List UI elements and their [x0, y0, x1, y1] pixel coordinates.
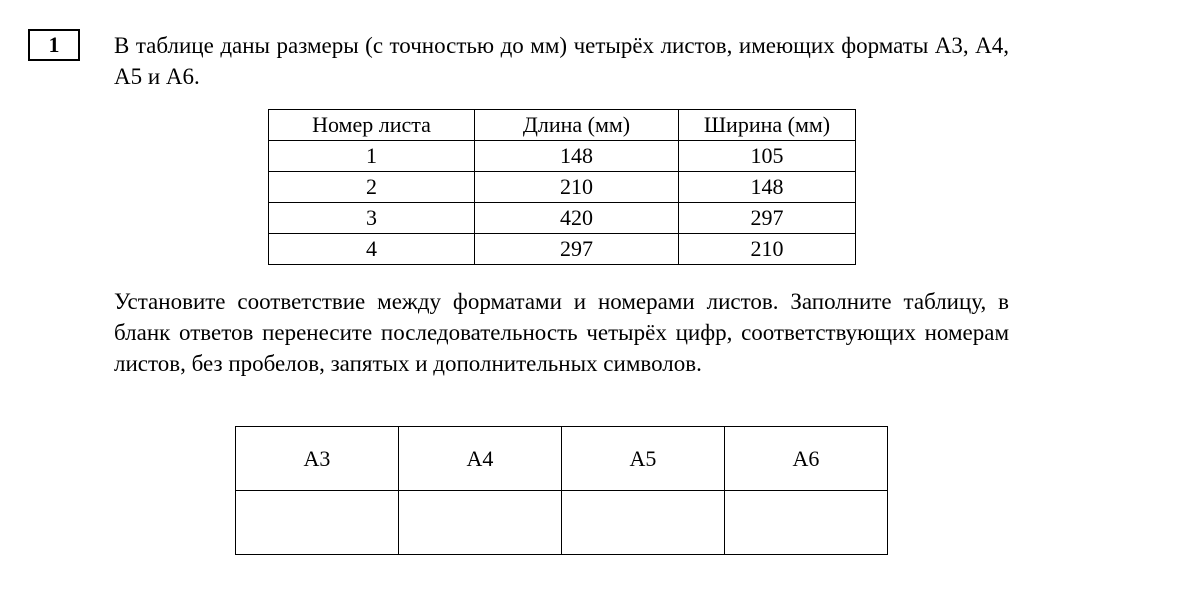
cell-sheet-number: 2 — [269, 172, 475, 203]
answer-cell-a4[interactable] — [399, 491, 562, 555]
task-intro-text: В таблице даны размеры (с точностью до мм) четырёх листов, имеющих форматы А3, А4, А5 и А6. — [114, 33, 1009, 89]
cell-width: 297 — [679, 203, 856, 234]
answer-table — [235, 426, 888, 555]
task-number-box: 1 — [28, 29, 80, 61]
answer-input-row — [236, 491, 888, 555]
table-row — [269, 141, 856, 172]
answer-header-a3: А3 — [236, 427, 399, 491]
cell-sheet-number: 1 — [269, 141, 475, 172]
table-row — [269, 203, 856, 234]
answer-cell-a3[interactable] — [236, 491, 399, 555]
cell-width: 210 — [679, 234, 856, 265]
answer-header-row — [236, 427, 888, 491]
table-row — [269, 172, 856, 203]
header-sheet-number: Номер листа — [269, 110, 475, 141]
header-length: Длина (мм) — [475, 110, 679, 141]
header-width: Ширина (мм) — [679, 110, 856, 141]
answer-header-a6: А6 — [725, 427, 888, 491]
task-instruction-text: Установите соответствие между форматами и номерами листов. Заполните таблицу, в бланк ответов перенесите последовательность четырёх цифр, соответствующих номерам листов, без пробелов, запятых и дополнительных символов. — [114, 289, 1009, 376]
cell-length: 148 — [475, 141, 679, 172]
table-row — [269, 234, 856, 265]
cell-length: 297 — [475, 234, 679, 265]
answer-header-a5: А5 — [562, 427, 725, 491]
cell-width: 148 — [679, 172, 856, 203]
cell-sheet-number: 3 — [269, 203, 475, 234]
cell-sheet-number: 4 — [269, 234, 475, 265]
sheet-sizes-table — [268, 109, 856, 265]
answer-cell-a5[interactable] — [562, 491, 725, 555]
answer-cell-a6[interactable] — [725, 491, 888, 555]
table-header-row — [269, 110, 856, 141]
cell-length: 210 — [475, 172, 679, 203]
cell-length: 420 — [475, 203, 679, 234]
cell-width: 105 — [679, 141, 856, 172]
answer-header-a4: А4 — [399, 427, 562, 491]
